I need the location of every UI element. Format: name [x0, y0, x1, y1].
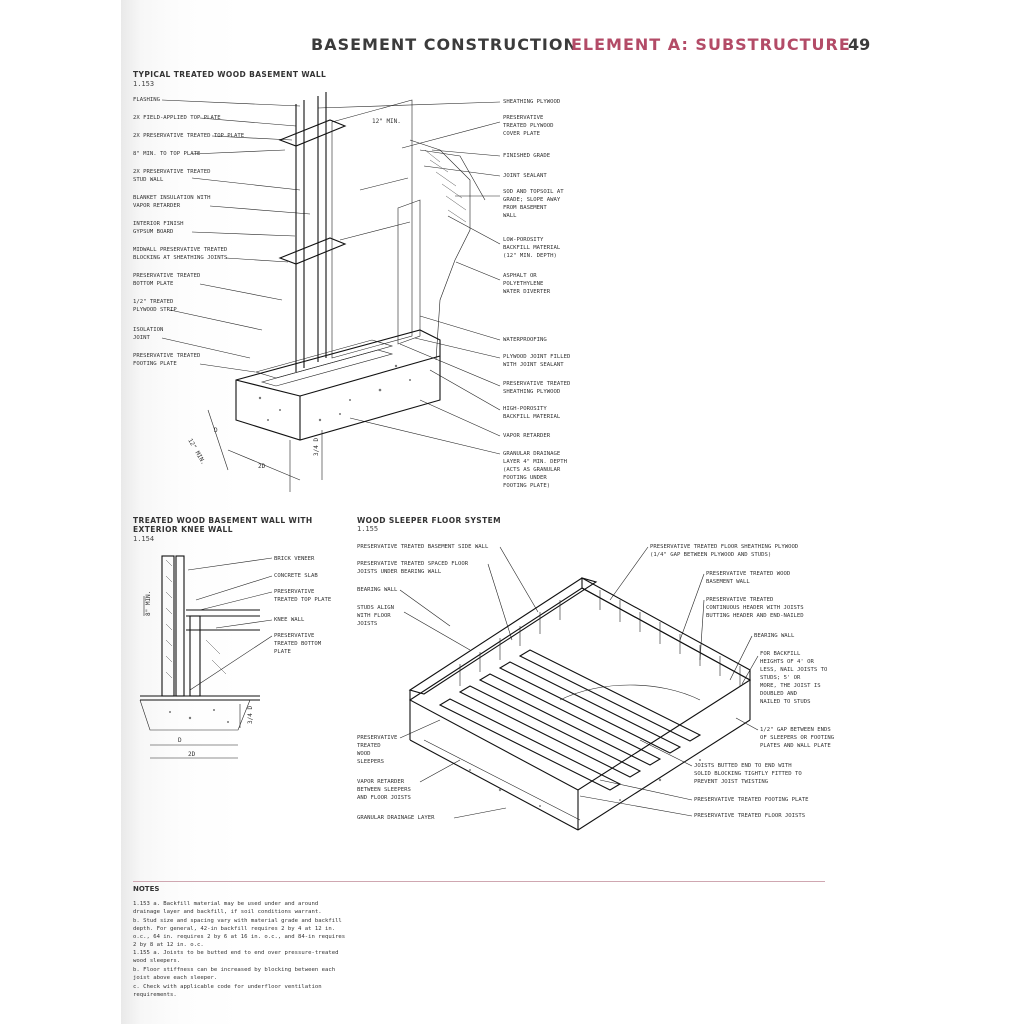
dimension-label: 12" MIN. — [186, 437, 207, 467]
callout-label: PRESERVATIVE TREATED FLOOR SHEATHING PLYWOOD (1/4" GAP BETWEEN PLYWOOD AND STUDS) — [650, 544, 799, 558]
callout-label: PLYWOOD JOINT FILLED WITH JOINT SEALANT — [503, 354, 571, 368]
callout-label: 1/2" TREATED PLYWOOD STRIP — [133, 299, 177, 313]
callout-label: GRANULAR DRAINAGE LAYER — [357, 815, 435, 821]
note-item: c. Check with applicable code for underfloor ventilation requirements. — [133, 984, 322, 998]
figure-number: 1.155 — [357, 525, 379, 533]
callout-label: PRESERVATIVE TREATED FOOTING PLATE — [133, 353, 201, 367]
note-item: b. Stud size and spacing vary with material grade and backfill depth. For general, 42-in backfill requires 2 by 4 at 12 in. o.c., 64 in. requires 2 by 6 at 16 in. o.c., and 84-in requires 2 by 8 at 12 in. o.c. — [133, 918, 346, 948]
figure-number: 1.153 — [133, 80, 155, 88]
notes-heading: NOTES — [133, 885, 160, 893]
callout-label: ISOLATION JOINT — [133, 327, 164, 341]
callout-label: PRESERVATIVE TREATED WOOD SLEEPERS — [357, 735, 398, 765]
callout-label: PRESERVATIVE TREATED BASEMENT SIDE WALL — [357, 544, 489, 550]
callout-label: HIGH-POROSITY BACKFILL MATERIAL — [503, 406, 561, 420]
section-title: BASEMENT CONSTRUCTION — [311, 35, 578, 54]
note-item: 1.153 a. Backfill material may be used under and around drainage layer and backfill, if soil conditions warrant. — [133, 901, 322, 915]
callout-label: PRESERVATIVE TREATED CONTINUOUS HEADER WITH JOISTS BUTTING HEADER AND END-NAILED — [706, 597, 804, 619]
notes-divider — [133, 881, 825, 882]
callout-label: 2X PRESERVATIVE TREATED STUD WALL — [133, 169, 211, 183]
callout-label: CONCRETE SLAB — [274, 573, 318, 579]
callout-label: KNEE WALL — [274, 617, 305, 623]
callout-label: BEARING WALL — [754, 633, 795, 639]
dimension-label: 2D — [258, 463, 266, 470]
figure-title: WOOD SLEEPER FLOOR SYSTEM — [357, 516, 502, 525]
callout-label: SOD AND TOPSOIL AT GRADE; SLOPE AWAY FROM BASEMENT WALL — [503, 189, 564, 219]
dimension-label: 8" MIN. — [145, 590, 152, 616]
callout-label: BEARING WALL — [357, 587, 398, 593]
dimension-label: 3/4 D — [313, 437, 320, 456]
callout-label: MIDWALL PRESERVATIVE TREATED BLOCKING AT SHEATHING JOINTS — [133, 247, 228, 261]
callout-label: PRESERVATIVE TREATED PLYWOOD COVER PLATE — [503, 115, 554, 137]
callout-label: STUDS ALIGN WITH FLOOR JOISTS — [357, 605, 395, 627]
note-item: 1.155 a. Joists to be butted end to end over pressure-treated wood sleepers. — [133, 950, 339, 964]
callout-label: PRESERVATIVE TREATED FOOTING PLATE — [694, 797, 809, 803]
callout-label: FOR BACKFILL HEIGHTS OF 4' OR LESS, NAIL JOISTS TO STUDS; 5' OR MORE, THE JOIST IS DOUBLED AND NAILED TO STUDS — [760, 651, 828, 705]
note-item: b. Floor stiffness can be increased by blocking between each joist above each sleeper. — [133, 967, 336, 981]
callout-label: PRESERVATIVE TREATED BOTTOM PLATE — [274, 633, 322, 655]
callout-label: PRESERVATIVE TREATED FLOOR JOISTS — [694, 813, 806, 819]
dimension-label: D — [178, 737, 182, 744]
callout-label: GRANULAR DRAINAGE LAYER 4" MIN. DEPTH (ACTS AS GRANULAR FOOTING UNDER FOOTING PLATE) — [503, 451, 567, 489]
callout-label: 2X PRESERVATIVE TREATED TOP PLATE — [133, 133, 245, 139]
callout-label: FINISHED GRADE — [503, 153, 551, 159]
figure-title: TYPICAL TREATED WOOD BASEMENT WALL — [133, 70, 327, 79]
callout-label: 8" MIN. TO TOP PLATE — [133, 151, 201, 157]
element-title: ELEMENT A: SUBSTRUCTURE — [571, 35, 851, 54]
callout-label: PRESERVATIVE TREATED TOP PLATE — [274, 589, 332, 603]
dimension-label: 2D — [188, 751, 196, 758]
callout-label: JOINT SEALANT — [503, 173, 547, 179]
page-number: 49 — [848, 35, 871, 54]
dimension-label: 3/4 D — [247, 705, 254, 724]
callout-label: INTERIOR FINISH GYPSUM BOARD — [133, 221, 184, 235]
callout-label: ASPHALT OR POLYETHYLENE WATER DIVERTER — [503, 273, 551, 295]
callout-label: JOISTS BUTTED END TO END WITH SOLID BLOCKING TIGHTLY FITTED TO PREVENT JOIST TWISTING — [694, 763, 802, 785]
callout-label: VAPOR RETARDER — [503, 433, 551, 439]
callout-label: FLASHING — [133, 97, 160, 103]
figure-title: TREATED WOOD BASEMENT WALL WITH EXTERIOR KNEE WALL — [133, 516, 313, 534]
callout-label: PRESERVATIVE TREATED BOTTOM PLATE — [133, 273, 201, 287]
dimension-label: 12" MIN. — [372, 118, 401, 125]
dimension-label: D — [214, 427, 218, 434]
callout-label: SHEATHING PLYWOOD — [503, 99, 561, 105]
callout-label: BLANKET INSULATION WITH VAPOR RETARDER — [133, 195, 211, 209]
callout-label: 2X FIELD-APPLIED TOP PLATE — [133, 115, 221, 121]
callout-label: BRICK VENEER — [274, 556, 315, 562]
callout-label: LOW-POROSITY BACKFILL MATERIAL (12" MIN. DEPTH) — [503, 237, 561, 259]
figure-number: 1.154 — [133, 535, 155, 543]
callout-label: VAPOR RETARDER BETWEEN SLEEPERS AND FLOOR JOISTS — [357, 779, 411, 801]
callout-label: PRESERVATIVE TREATED SPACED FLOOR JOISTS UNDER BEARING WALL — [357, 561, 469, 575]
callout-label: PRESERVATIVE TREATED SHEATHING PLYWOOD — [503, 381, 571, 395]
callout-label: 1/2" GAP BETWEEN ENDS OF SLEEPERS OR FOOTING PLATES AND WALL PLATE — [760, 727, 835, 749]
callout-label: WATERPROOFING — [503, 337, 547, 343]
callout-label: PRESERVATIVE TREATED WOOD BASEMENT WALL — [706, 571, 791, 585]
